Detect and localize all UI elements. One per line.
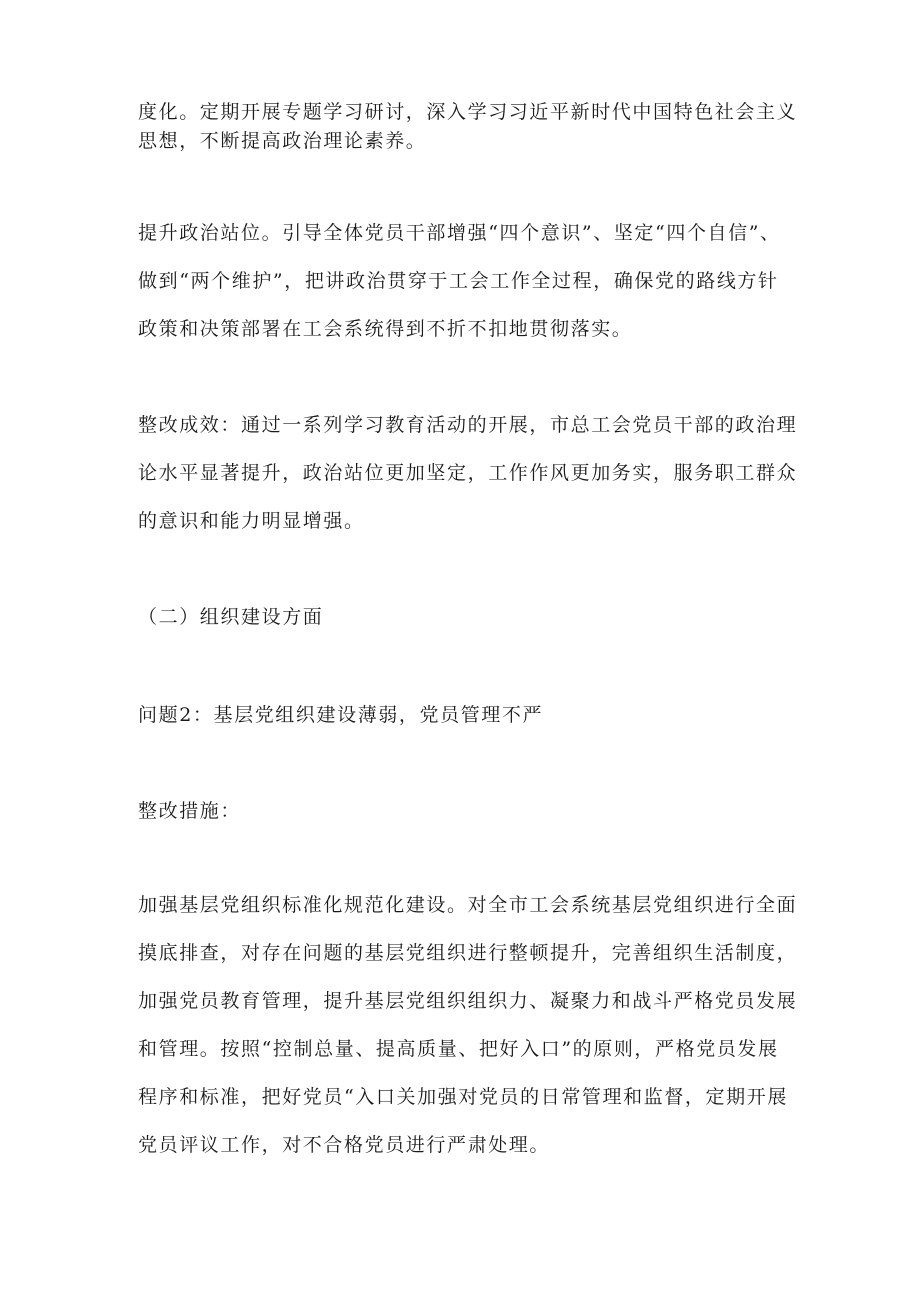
- paragraph-4-line-3: 加强党员教育管理，提升基层党组织组织力、凝聚力和战斗严格党员发展: [138, 990, 798, 1012]
- paragraph-4-line-6: 党员评议工作，对不合格党员进行严肃处理。: [138, 1134, 551, 1156]
- paragraph-3-line-1: 整改成效：通过一系列学习教育活动的开展，市总工会党员干部的政治理: [138, 414, 798, 436]
- paragraph-4-line-1: 加强基层党组织标准化规范化建设。对全市工会系统基层党组织进行全面: [138, 894, 798, 916]
- paragraph-3-line-3: 的意识和能力明显增强。: [138, 510, 365, 532]
- paragraph-4-line-5: 程序和标准，把好党员“入口关加强对党员的日常管理和监督，定期开展: [138, 1086, 788, 1108]
- paragraph-1-line-1: 度化。定期开展专题学习研讨，深入学习习近平新时代中国特色社会主义: [138, 101, 798, 123]
- paragraph-4-line-2: 摸底排查，对存在问题的基层党组织进行整顿提升，完善组织生活制度，: [138, 942, 798, 964]
- section-heading-organization: （二）组织建设方面: [138, 606, 324, 628]
- paragraph-2-line-2: 做到“两个维护”，把讲政治贯穿于工会工作全过程，确保党的路线方针: [138, 270, 779, 292]
- measures-label: 整改措施：: [138, 800, 242, 822]
- paragraph-4-line-4: 和管理。按照“控制总量、提高质量、把好入口”的原则，严格党员发展: [138, 1038, 779, 1060]
- paragraph-3-line-2: 论水平显著提升，政治站位更加坚定，工作作风更加务实，服务职工群众: [138, 462, 798, 484]
- paragraph-2-line-3: 政策和决策部署在工会系统得到不折不扣地贯彻落实。: [138, 318, 633, 340]
- paragraph-1-line-2: 思想，不断提高政治理论素养。: [138, 130, 427, 152]
- paragraph-2-line-1: 提升政治站位。引导全体党员干部增强“四个意识”、坚定“四个自信”、: [138, 222, 781, 244]
- problem-2-title: 问题2：基层党组织建设薄弱，党员管理不严: [138, 704, 544, 726]
